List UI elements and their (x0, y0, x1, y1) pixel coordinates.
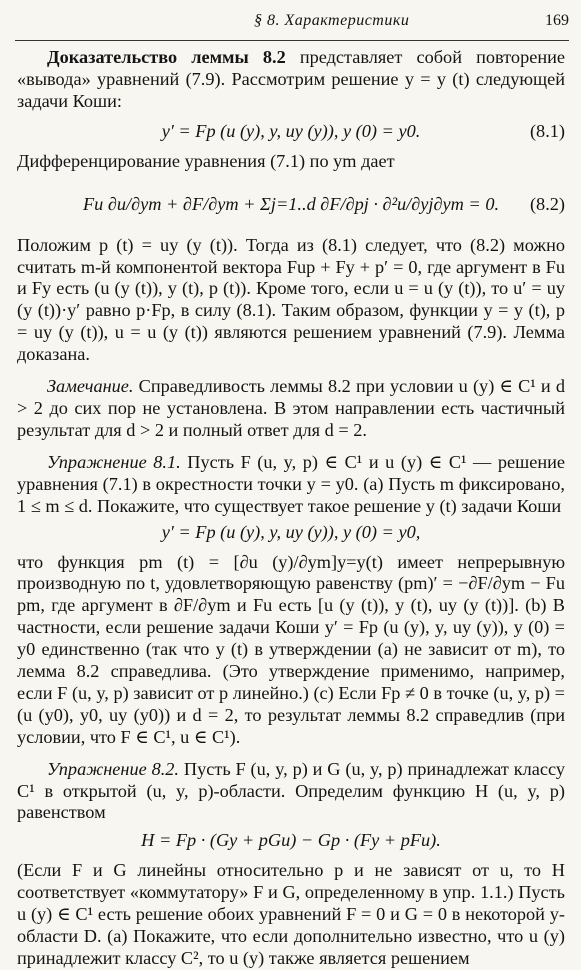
remark-label: Замечание. (47, 376, 134, 397)
differentiation-line: Дифференцирование уравнения (7.1) по ym дает (17, 150, 395, 171)
exercise-8-1-label: Упражнение 8.1. (47, 451, 181, 472)
exercise-8-1-continued: что функция pm (t) = [∂u (y)/∂ym]y=y(t) имеет непрерывную производную по t, удовлетворяющую равенству (pm)′ = −∂F/∂ym − Fu pm, где аргумент в ∂F/∂ym и Fu есть [u (y (t)), y (t), uy (y (t))]. (b) В частности, если решение задачи Коши y′ = Fp (u (y), y, uy (y)), y (0) = y0 единственно (так что y (t) в утверждении (a) не зависит от m), то лемма 8.2 справедлива. (Это утверждение применимо, например, если F (u, y, p) зависит от p линейно.) (c) Если Fp ≠ 0 в точке (u, y, p) = (u (y0), y0, uy (y0)) и d = 2, то результат леммы 8.2 справедлив (при условии, что F ∈ C¹, u ∈ C¹). (17, 551, 565, 747)
page-body (17, 47, 565, 970)
remark-paragraph (17, 376, 565, 442)
equation-H (17, 830, 565, 860)
remark-text: Справедливость леммы 8.2 при условии u (y) ∈ C¹ и d > 2 до сих пор не установлена. В этом направлении есть частичный результат для d > 2 и полный ответ для d = 2. (17, 376, 565, 440)
equation-H-body: H = Fp · (Gy + pGu) − Gp · (Fy + pFu). (141, 830, 441, 851)
equation-cauchy-body: y′ = Fp (u (y), y, uy (y)), y (0) = y0, (161, 521, 421, 542)
exercise-8-1-text: Пусть F (u, y, p) ∈ C¹ и u (y) ∈ C¹ — решение уравнения (7.1) в окрестности точки y = y0. (a) Пусть m фиксировано, 1 ≤ m ≤ d. Покажите, что существует такое решение y (t) задачи Коши (17, 451, 566, 516)
proof-conclusion: Положим p (t) = uy (y (t)). Тогда из (8.1) следует, что (8.2) можно считать m-й компонентой вектора Fup + Fy + p′ = 0, где аргумент в Fu и Fy есть (u (y (t)), y (t), p (t)). Кроме того, если u = u (y (t)), то u′ = uy (y (t))·y′ равно p·Fp, в силу (8.1). Таким образом, функции y = y (t), p = uy (y (t)), u = u (y (t)) являются решением уравнений (7.9). Лемма доказана. (17, 234, 565, 365)
equation-8-1 (17, 121, 565, 151)
exercise-8-2-text: Пусть F (u, y, p) и G (u, y, p) принадлежат классу C¹ в открытой (u, y, p)-области. Определим функцию H (u, y, p) равенством (17, 758, 566, 823)
equation-8-2-number: (8.2) (529, 193, 565, 214)
exercise-8-2 (17, 759, 565, 825)
proof-heading: Доказательство леммы 8.2 (47, 47, 286, 67)
exercise-8-2-continued: (Если F и G линейны относительно p и не зависят от u, то H соответствует «коммутатору» F и G, определенному в упр. 1.1.) Пусть u (y) ∈ C¹ есть решение обоих уравнений F = 0 и G = 0 в некоторой y-области D. (a) Покажите, что если дополнительно известно, что u (y) принадлежит классу C², то u (y) также является решением (17, 860, 565, 968)
proof-text: представляет собой повторение «вывода» уравнений (7.9). Рассмотрим решение y = y (t) следующей задачи Коши: (17, 47, 565, 111)
exercise-8-1 (17, 452, 565, 518)
equation-8-1-number: (8.1) (529, 120, 565, 141)
header-title: § 8. Характеристики (254, 12, 410, 29)
page-number: 169 (545, 12, 569, 29)
running-header (0, 8, 581, 32)
equation-8-2 (17, 173, 565, 235)
equation-cauchy (17, 522, 565, 552)
exercise-8-2-label: Упражнение 8.2. (47, 758, 180, 779)
proof-paragraph (17, 47, 565, 113)
equation-8-2-body: Fu ∂u/∂ym + ∂F/∂ym + Σj=1..d ∂F/∂pj · ∂²u/∂yj∂ym = 0. (82, 193, 500, 214)
header-rule (15, 40, 569, 41)
equation-8-1-body: y′ = Fp (u (y), y, uy (y)), y (0) = y0. (161, 120, 421, 141)
